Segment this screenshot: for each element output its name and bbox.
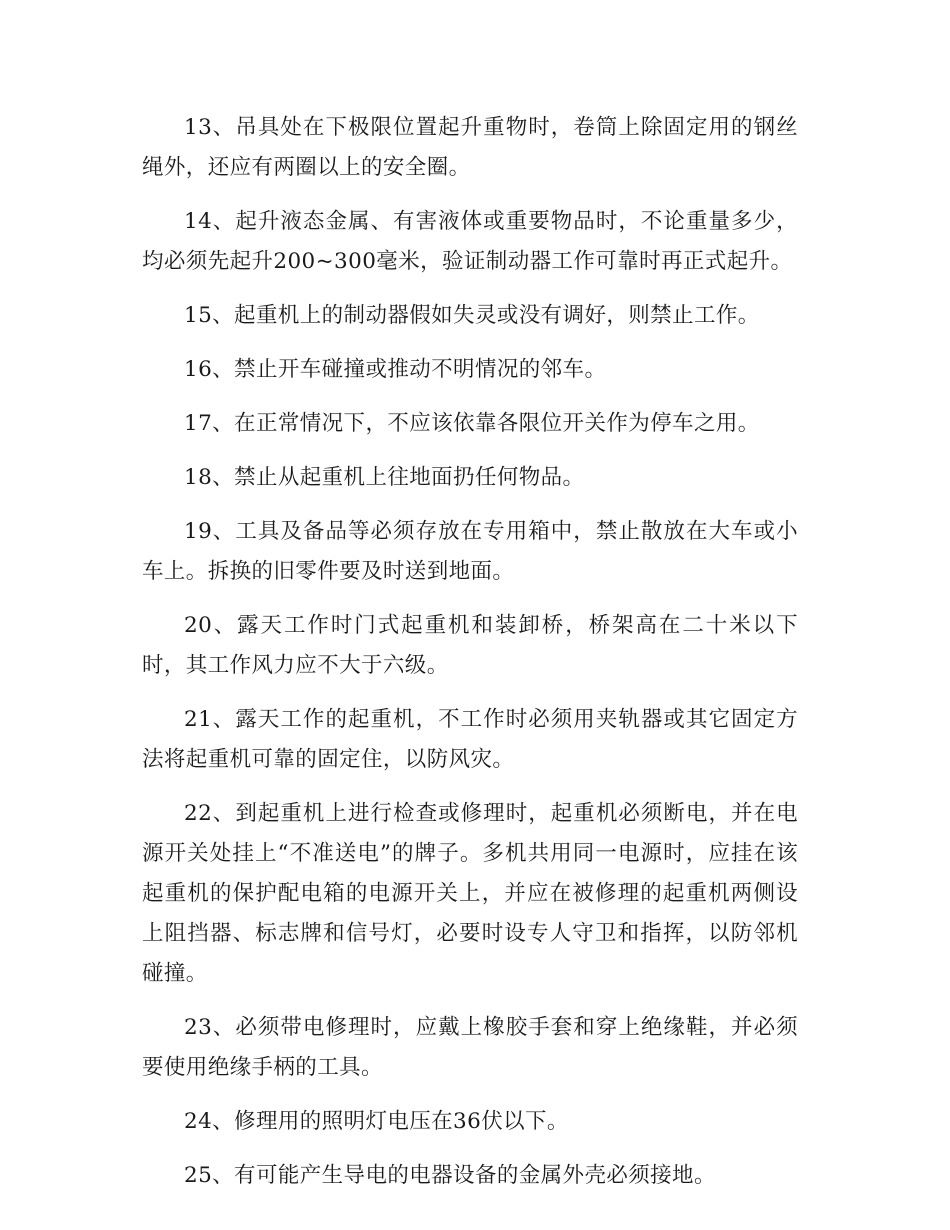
document-body bbox=[142, 108, 798, 1210]
paragraph-item-21: 21、露天工作的起重机，不工作时必须用夹轨器或其它固定方法将起重机可靠的固定住，以防风灾。 bbox=[142, 707, 798, 772]
paragraph-item-13: 13、吊具处在下极限位置起升重物时，卷筒上除固定用的钢丝绳外，还应有两圈以上的安全圈。 bbox=[142, 115, 798, 180]
paragraph-item-24: 24、修理用的照明灯电压在36伏以下。 bbox=[184, 1109, 569, 1134]
paragraph-item-18: 18、禁止从起重机上往地面扔任何物品。 bbox=[184, 465, 585, 490]
paragraph-item-17: 17、在正常情况下，不应该依靠各限位开关作为停车之用。 bbox=[184, 411, 760, 436]
paragraph-item-20: 20、露天工作时门式起重机和装卸桥，桥架高在二十米以下时，其工作风力应不大于六级。 bbox=[142, 613, 798, 678]
paragraph-item-14: 14、起升液态金属、有害液体或重要物品时，不论重量多少，均必须先起升200~300毫米，验证制动器工作可靠时再正式起升。 bbox=[142, 209, 798, 274]
paragraph-item-15: 15、起重机上的制动器假如失灵或没有调好，则禁止工作。 bbox=[184, 303, 760, 328]
paragraph-item-25: 25、有可能产生导电的电器设备的金属外壳必须接地。 bbox=[184, 1163, 716, 1188]
paragraph-item-19: 19、工具及备品等必须存放在专用箱中，禁止散放在大车或小车上。拆换的旧零件要及时送到地面。 bbox=[142, 519, 798, 584]
paragraph-item-16: 16、禁止开车碰撞或推动不明情况的邻车。 bbox=[184, 357, 607, 382]
paragraph-item-22: 22、到起重机上进行检查或修理时，起重机必须断电，并在电源开关处挂上“不准送电”的牌子。多机共用同一电源时，应挂在该起重机的保护配电箱的电源开关上，并应在被修理的起重机两侧设上阻挡器、标志牌和信号灯，必要时设专人守卫和指挥，以防邻机碰撞。 bbox=[142, 801, 798, 986]
paragraph-item-23: 23、必须带电修理时，应戴上橡胶手套和穿上绝缘鞋，并必须要使用绝缘手柄的工具。 bbox=[142, 1015, 798, 1080]
